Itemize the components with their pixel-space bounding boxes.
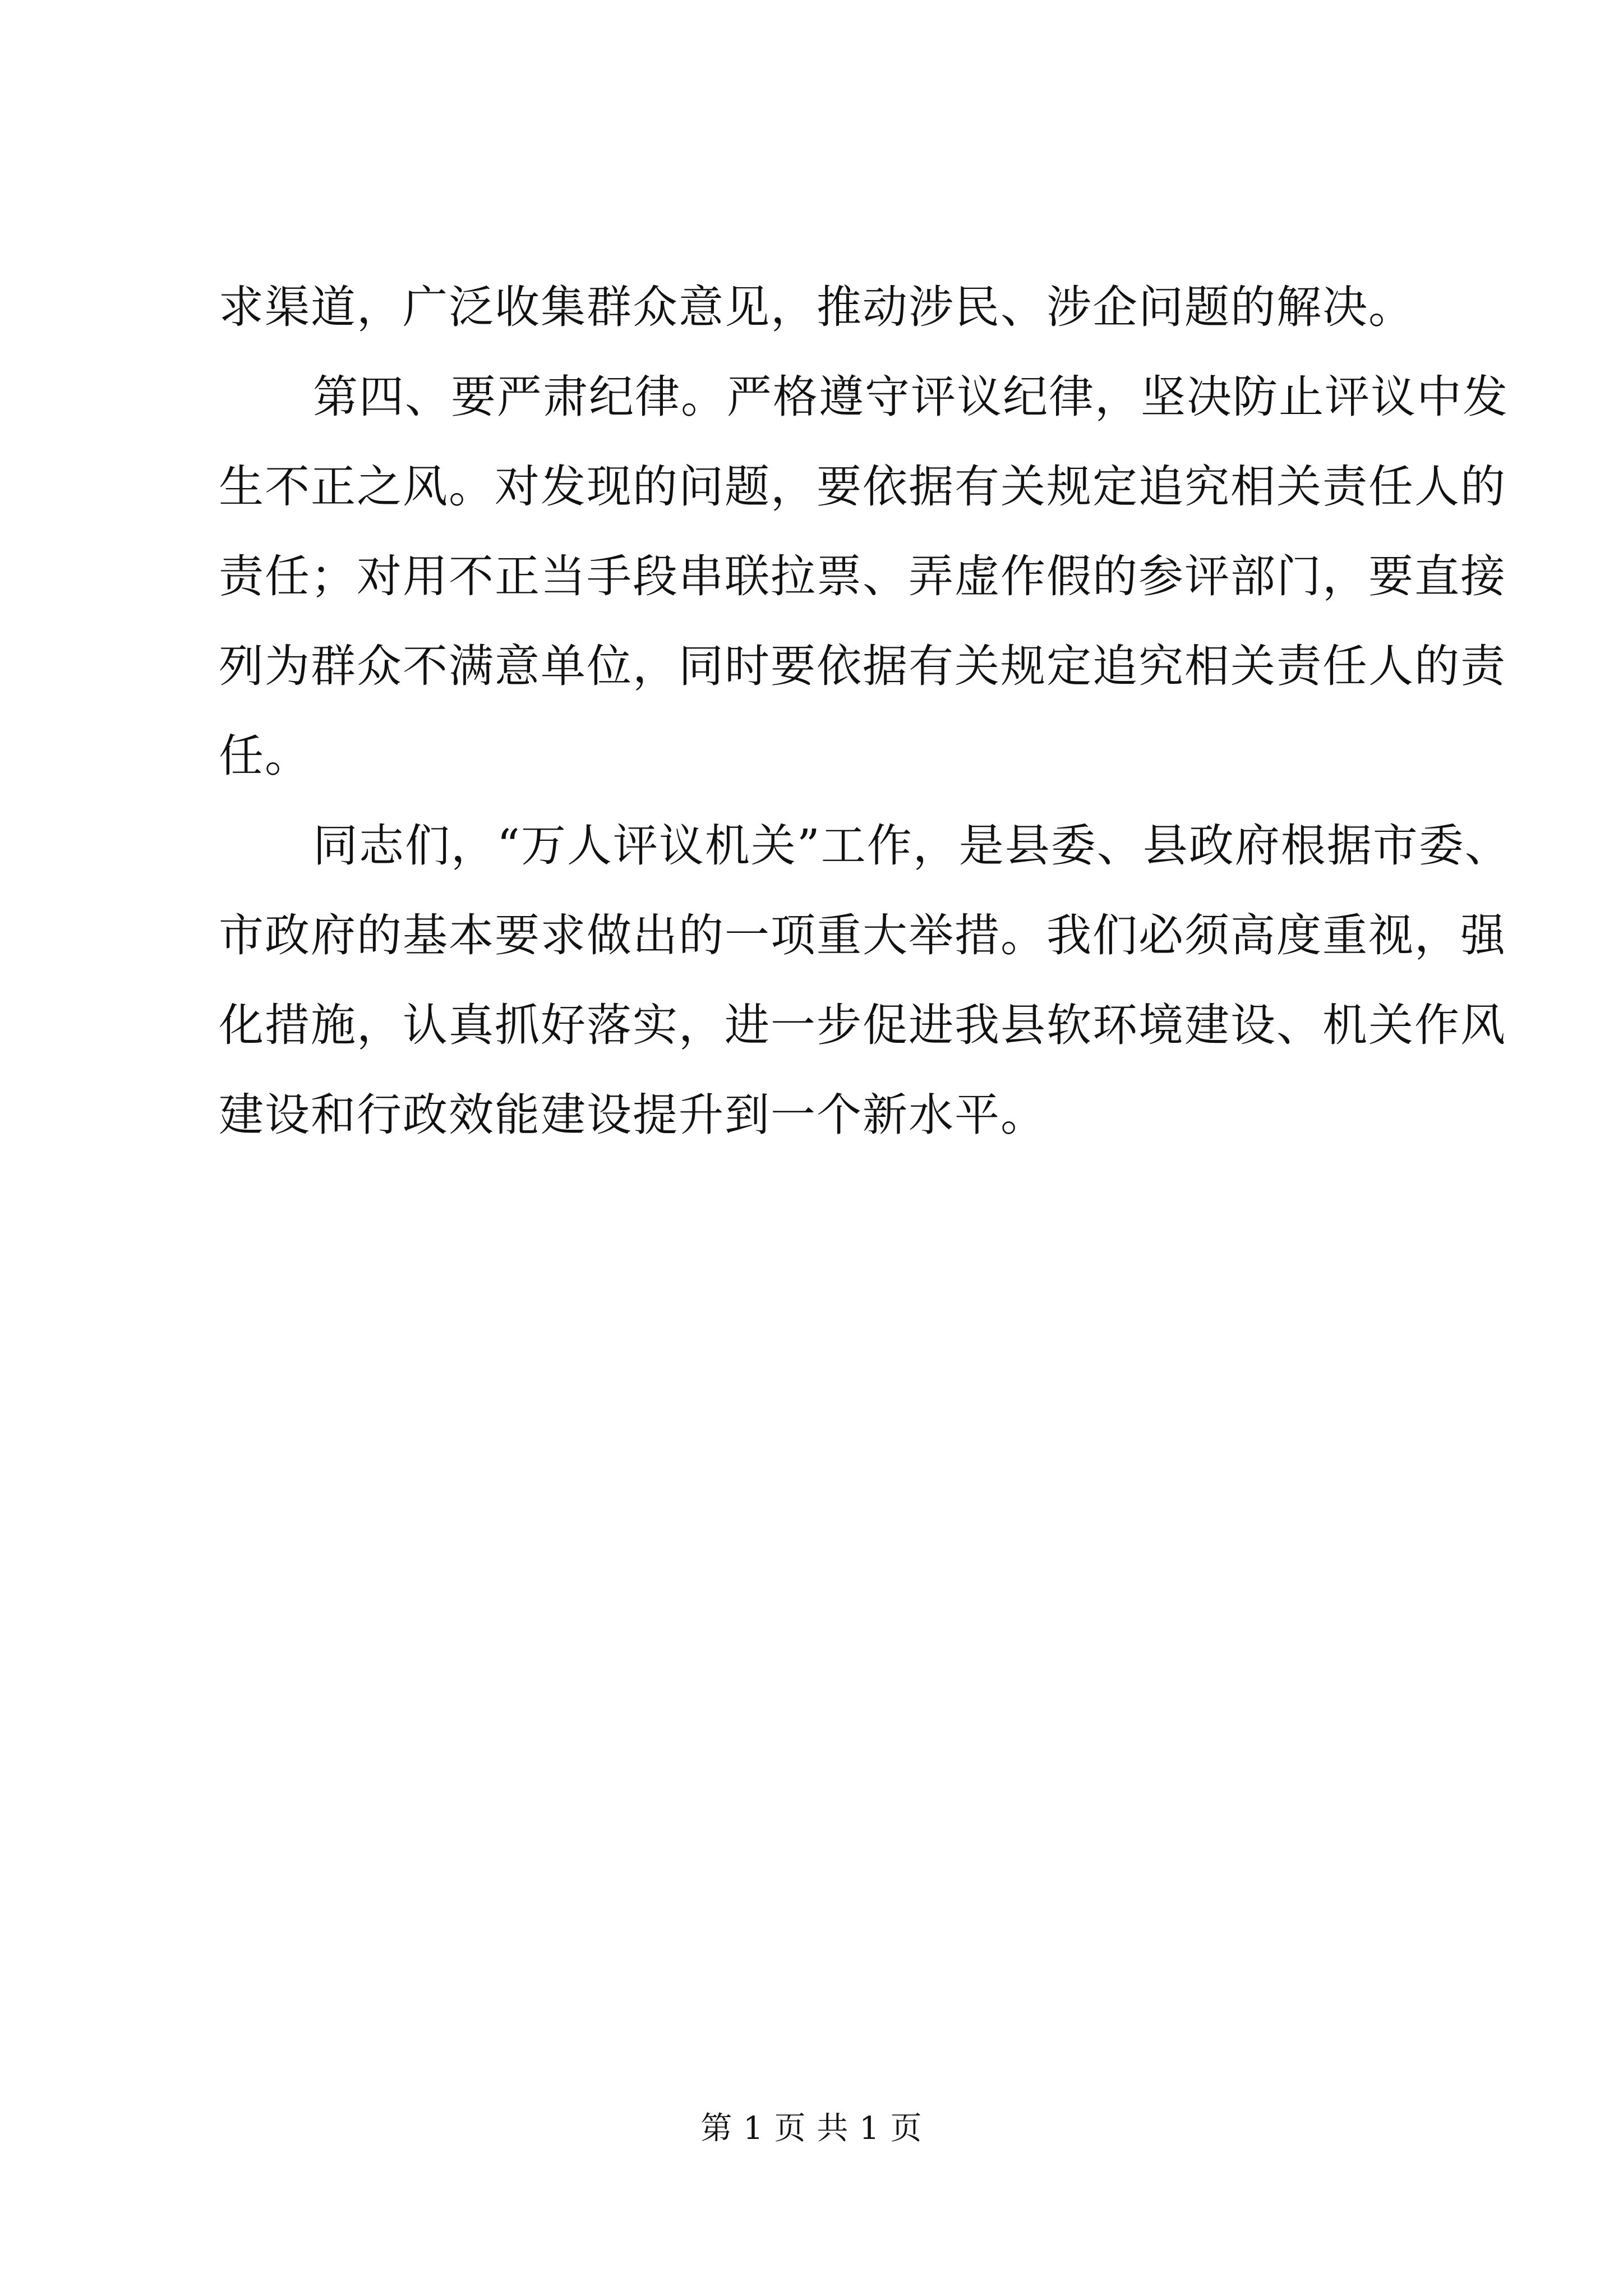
text-line: 生不正之风。对发现的问题，要依据有关规定追究相关责任人的 bbox=[219, 461, 1506, 513]
text-line: 第四、要严肃纪律。严格遵守评议纪律，坚决防止评议中发 bbox=[313, 371, 1509, 423]
text-line: 化措施，认真抓好落实，进一步促进我县软环境建设、机关作风 bbox=[219, 999, 1506, 1051]
text-line: 求渠道，广泛收集群众意见，推动涉民、涉企问题的解决。 bbox=[219, 281, 1414, 333]
page-number-footer: 第 1 页 共 1 页 bbox=[700, 2110, 923, 2147]
paragraph-discipline bbox=[219, 352, 1509, 801]
text-line: 同志们，“万人评议机关”工作，是县委、县政府根据市委、 bbox=[313, 820, 1511, 872]
text-line: 任。 bbox=[219, 730, 311, 782]
text-line: 列为群众不满意单位，同时要依据有关规定追究相关责任人的责 bbox=[219, 640, 1506, 692]
text-line: 建设和行政效能建设提升到一个新水平。 bbox=[219, 1089, 1046, 1141]
paragraph-continuation bbox=[219, 263, 1430, 352]
text-line: 市政府的基本要求做出的一项重大举措。我们必须高度重视，强 bbox=[219, 909, 1506, 961]
text-line: 责任；对用不正当手段串联拉票、弄虚作假的参评部门，要直接 bbox=[219, 550, 1506, 602]
document-body bbox=[219, 263, 1511, 1160]
paragraph-closing bbox=[219, 801, 1511, 1160]
